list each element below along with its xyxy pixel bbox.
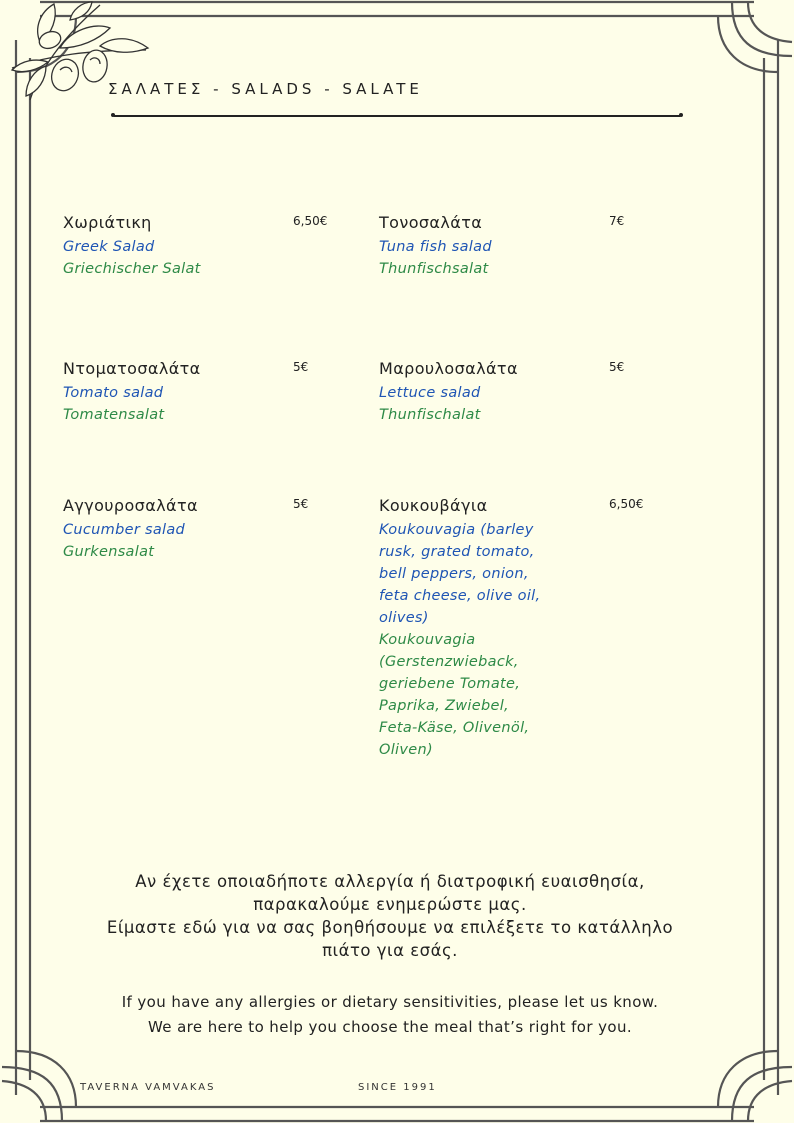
item-english-line: Koukouvagia (barley	[379, 522, 534, 538]
item-name: Χωριάτικη	[63, 213, 152, 232]
item-german-line: (Gerstenzwieback,	[379, 654, 519, 670]
item-german-line: Koukouvagia	[379, 632, 476, 648]
title-divider	[114, 115, 680, 117]
item-english-line: rusk, grated tomato,	[379, 544, 535, 560]
item-english: Cucumber salad	[63, 522, 186, 538]
item-english: Greek Salad	[63, 239, 155, 255]
item-price: 5€	[609, 360, 625, 374]
item-english: Tuna fish salad	[379, 239, 492, 255]
menu-item-ntomatosalata	[63, 359, 353, 426]
item-name: Τονοσαλάτα	[379, 213, 483, 232]
allergy-notice-greek	[60, 870, 720, 962]
item-name: Αγγουροσαλάτα	[63, 496, 198, 515]
notice-line: We are here to help you choose the meal that’s right for you.	[147, 1018, 633, 1036]
item-german: Thunfischalat	[379, 407, 481, 423]
item-german-line: Feta-Käse, Olivenöl,	[379, 720, 530, 736]
notice-line: Αν έχετε οποιαδήποτε αλλεργία ή διατροφική ευαισθησία,	[135, 872, 645, 891]
menu-item-angourosalata	[63, 496, 353, 563]
item-name: Κουκουβάγια	[379, 496, 488, 515]
footer-taverna-name: TAVERNA VAMVAKAS	[80, 1082, 216, 1093]
item-english-line: bell peppers, onion,	[379, 566, 529, 582]
item-german: Griechischer Salat	[63, 261, 201, 277]
item-name: Ντοματοσαλάτα	[63, 359, 201, 378]
menu-item-koukouvagia	[379, 496, 669, 761]
item-german: Gurkensalat	[63, 544, 155, 560]
notice-line: If you have any allergies or dietary sensitivities, please let us know.	[121, 993, 659, 1011]
item-price: 6,50€	[609, 497, 644, 511]
section-title: ΣΑΛΑΤΕΣ - SALADS - SALATE	[108, 80, 423, 98]
item-german: Thunfischsalat	[379, 261, 489, 277]
item-price: 7€	[609, 214, 625, 228]
menu-item-tonosalata	[379, 213, 669, 280]
item-price: 5€	[293, 360, 309, 374]
menu-item-horiatiki	[63, 213, 353, 280]
item-german-line: Oliven)	[379, 742, 433, 758]
item-english-line: olives)	[379, 610, 429, 626]
item-name: Μαρουλοσαλάτα	[379, 359, 518, 378]
allergy-notice-english	[60, 990, 720, 1040]
footer-since: SINCE 1991	[358, 1082, 437, 1093]
notice-line: Είμαστε εδώ για να σας βοηθήσουμε να επιλέξετε το κατάλληλο	[106, 918, 674, 937]
item-german: Tomatensalat	[63, 407, 165, 423]
menu-item-maroulosalata	[379, 359, 669, 426]
item-price: 5€	[293, 497, 309, 511]
item-german-line: Paprika, Zwiebel,	[379, 698, 509, 714]
item-english: Tomato salad	[63, 385, 164, 401]
item-price: 6,50€	[293, 214, 328, 228]
notice-line: παρακαλούμε ενημερώστε μας.	[253, 895, 527, 914]
item-german-line: geriebene Tomate,	[379, 676, 521, 692]
notice-line: πιάτο για εσάς.	[322, 941, 458, 960]
item-english: Lettuce salad	[379, 385, 481, 401]
item-english-line: feta cheese, olive oil,	[379, 588, 541, 604]
